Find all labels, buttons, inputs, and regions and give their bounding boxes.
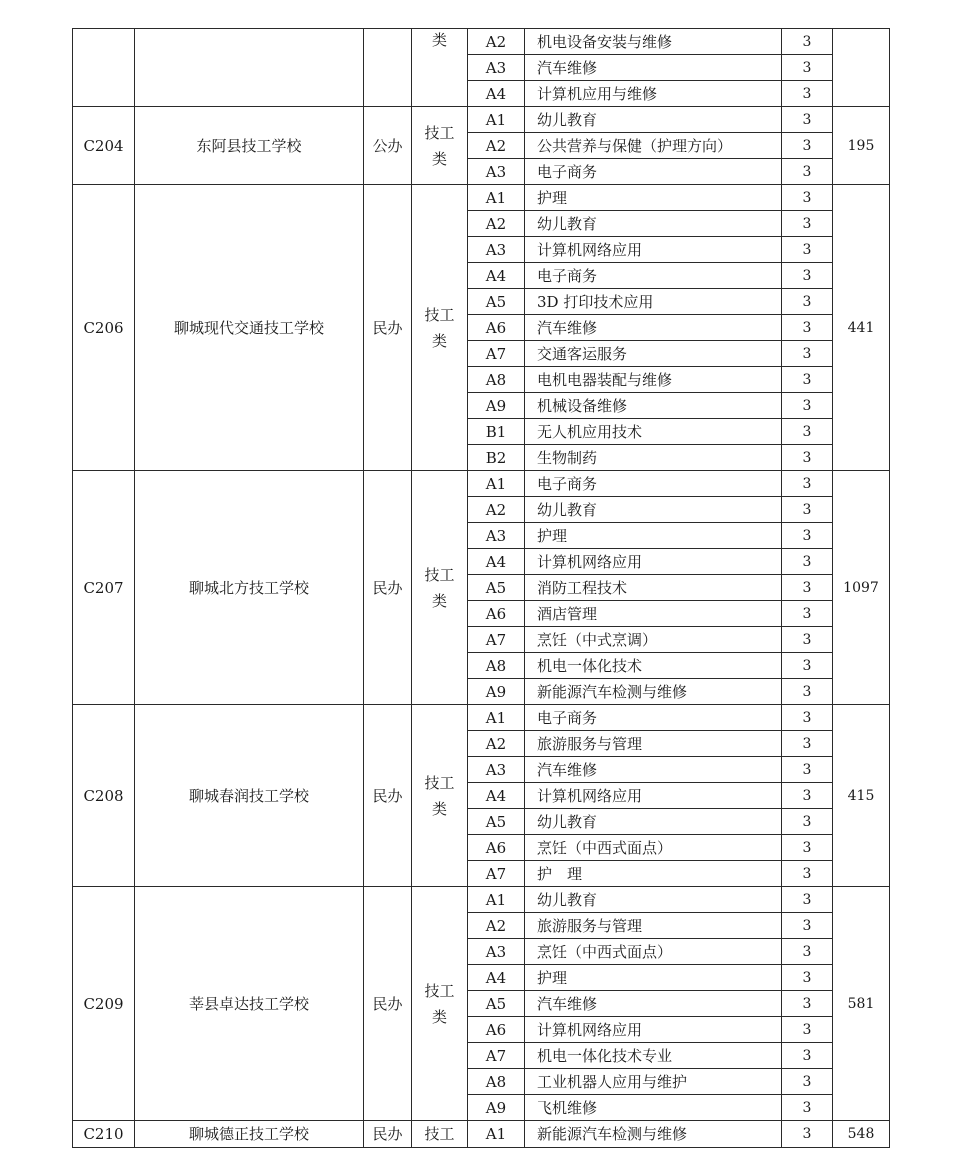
major-years: 3 <box>782 1017 833 1043</box>
school-category <box>412 185 468 471</box>
major-years: 3 <box>782 289 833 315</box>
school-total: 441 <box>833 185 890 471</box>
major-years: 3 <box>782 783 833 809</box>
major-years: 3 <box>782 393 833 419</box>
major-name: 烹饪（中西式面点） <box>525 939 782 965</box>
major-years: 3 <box>782 757 833 783</box>
major-code: A8 <box>468 367 525 393</box>
major-name: 旅游服务与管理 <box>525 913 782 939</box>
major-years: 3 <box>782 237 833 263</box>
major-name: 幼儿教育 <box>525 211 782 237</box>
major-name: 公共营养与保健（护理方向） <box>525 133 782 159</box>
major-code: A1 <box>468 705 525 731</box>
major-code: A6 <box>468 315 525 341</box>
major-name: 交通客运服务 <box>525 341 782 367</box>
school-type: 民办 <box>364 887 412 1121</box>
major-code: A1 <box>468 185 525 211</box>
major-years: 3 <box>782 835 833 861</box>
major-name: 电子商务 <box>525 471 782 497</box>
school-total: 195 <box>833 107 890 185</box>
school-category <box>412 107 468 185</box>
major-name: 机械设备维修 <box>525 393 782 419</box>
school-type: 民办 <box>364 471 412 705</box>
major-years: 3 <box>782 133 833 159</box>
major-code: A3 <box>468 523 525 549</box>
major-years: 3 <box>782 913 833 939</box>
major-name: 幼儿教育 <box>525 887 782 913</box>
school-name: 莘县卓达技工学校 <box>135 887 364 1121</box>
major-years: 3 <box>782 29 833 55</box>
major-code: A1 <box>468 1121 525 1148</box>
major-code: A4 <box>468 965 525 991</box>
major-years: 3 <box>782 965 833 991</box>
major-name: 计算机应用与维修 <box>525 81 782 107</box>
major-name: 护 理 <box>525 861 782 887</box>
school-category-text: 技工类 <box>424 565 455 610</box>
school-name: 东阿县技工学校 <box>135 107 364 185</box>
major-name: 电机电器装配与维修 <box>525 367 782 393</box>
major-name: 幼儿教育 <box>525 497 782 523</box>
school-name: 聊城德正技工学校 <box>135 1121 364 1148</box>
major-name: 新能源汽车检测与维修 <box>525 1121 782 1148</box>
major-years: 3 <box>782 419 833 445</box>
enrollment-plan-table <box>72 28 890 1148</box>
major-years: 3 <box>782 185 833 211</box>
school-category <box>412 29 468 107</box>
major-years: 3 <box>782 55 833 81</box>
school-category <box>412 887 468 1121</box>
major-years: 3 <box>782 861 833 887</box>
major-code: A2 <box>468 133 525 159</box>
school-category-text: 技工类 <box>424 123 455 168</box>
major-years: 3 <box>782 497 833 523</box>
major-years: 3 <box>782 471 833 497</box>
major-years: 3 <box>782 445 833 471</box>
major-code: B1 <box>468 419 525 445</box>
major-name: 消防工程技术 <box>525 575 782 601</box>
major-name: 汽车维修 <box>525 757 782 783</box>
major-code: A5 <box>468 991 525 1017</box>
major-years: 3 <box>782 1121 833 1148</box>
major-years: 3 <box>782 991 833 1017</box>
school-code: C204 <box>73 107 135 185</box>
major-years: 3 <box>782 81 833 107</box>
table-row <box>73 471 890 497</box>
major-name: 生物制药 <box>525 445 782 471</box>
school-name: 聊城北方技工学校 <box>135 471 364 705</box>
school-type: 民办 <box>364 705 412 887</box>
major-code: A7 <box>468 861 525 887</box>
major-name: 电子商务 <box>525 159 782 185</box>
major-code: A7 <box>468 627 525 653</box>
school-category-text: 技工类 <box>424 773 455 818</box>
major-name: 烹饪（中式烹调） <box>525 627 782 653</box>
major-name: 计算机网络应用 <box>525 237 782 263</box>
school-code <box>73 29 135 107</box>
major-name: 计算机网络应用 <box>525 1017 782 1043</box>
school-category <box>412 471 468 705</box>
major-years: 3 <box>782 341 833 367</box>
major-name: 幼儿教育 <box>525 107 782 133</box>
school-code: C208 <box>73 705 135 887</box>
table-row <box>73 185 890 211</box>
major-code: A2 <box>468 731 525 757</box>
major-name: 护理 <box>525 185 782 211</box>
major-code: A3 <box>468 757 525 783</box>
major-name: 汽车维修 <box>525 991 782 1017</box>
major-years: 3 <box>782 159 833 185</box>
school-total: 581 <box>833 887 890 1121</box>
enrollment-plan-table-container <box>72 28 889 1148</box>
table-row <box>73 1121 890 1148</box>
major-name: 旅游服务与管理 <box>525 731 782 757</box>
major-years: 3 <box>782 627 833 653</box>
major-years: 3 <box>782 601 833 627</box>
school-name: 聊城春润技工学校 <box>135 705 364 887</box>
major-code: A4 <box>468 549 525 575</box>
major-years: 3 <box>782 939 833 965</box>
major-years: 3 <box>782 107 833 133</box>
major-name: 计算机网络应用 <box>525 549 782 575</box>
major-name: 幼儿教育 <box>525 809 782 835</box>
major-code: A3 <box>468 939 525 965</box>
major-name: 机电设备安装与维修 <box>525 29 782 55</box>
major-code: A6 <box>468 1017 525 1043</box>
school-type <box>364 29 412 107</box>
major-code: A3 <box>468 237 525 263</box>
major-code: A8 <box>468 653 525 679</box>
major-code: A5 <box>468 289 525 315</box>
school-category <box>412 1121 468 1148</box>
table-row <box>73 705 890 731</box>
major-code: A9 <box>468 679 525 705</box>
school-total <box>833 29 890 107</box>
major-code: A7 <box>468 1043 525 1069</box>
major-code: A3 <box>468 159 525 185</box>
major-name: 电子商务 <box>525 263 782 289</box>
major-name: 计算机网络应用 <box>525 783 782 809</box>
major-code: A8 <box>468 1069 525 1095</box>
major-name: 电子商务 <box>525 705 782 731</box>
major-years: 3 <box>782 705 833 731</box>
table-row <box>73 107 890 133</box>
major-name: 机电一体化技术专业 <box>525 1043 782 1069</box>
major-code: A2 <box>468 211 525 237</box>
major-code: A5 <box>468 575 525 601</box>
major-years: 3 <box>782 1095 833 1121</box>
major-name: 汽车维修 <box>525 55 782 81</box>
table-row <box>73 887 890 913</box>
school-type: 公办 <box>364 107 412 185</box>
table-row <box>73 29 890 55</box>
school-type: 民办 <box>364 185 412 471</box>
major-code: B2 <box>468 445 525 471</box>
major-code: A4 <box>468 783 525 809</box>
major-years: 3 <box>782 263 833 289</box>
school-category-text: 技工类 <box>424 305 455 350</box>
major-code: A1 <box>468 471 525 497</box>
major-name: 无人机应用技术 <box>525 419 782 445</box>
school-code: C210 <box>73 1121 135 1148</box>
major-code: A3 <box>468 55 525 81</box>
school-type: 民办 <box>364 1121 412 1148</box>
major-name: 护理 <box>525 965 782 991</box>
major-code: A6 <box>468 835 525 861</box>
major-years: 3 <box>782 653 833 679</box>
school-code: C209 <box>73 887 135 1121</box>
school-category <box>412 705 468 887</box>
major-name: 烹饪（中西式面点） <box>525 835 782 861</box>
major-name: 机电一体化技术 <box>525 653 782 679</box>
major-name: 新能源汽车检测与维修 <box>525 679 782 705</box>
major-years: 3 <box>782 809 833 835</box>
school-code: C206 <box>73 185 135 471</box>
major-name: 飞机维修 <box>525 1095 782 1121</box>
major-years: 3 <box>782 549 833 575</box>
school-total: 415 <box>833 705 890 887</box>
major-years: 3 <box>782 1043 833 1069</box>
school-name <box>135 29 364 107</box>
major-code: A4 <box>468 81 525 107</box>
school-category-text: 类 <box>431 31 447 49</box>
major-code: A9 <box>468 393 525 419</box>
major-code: A1 <box>468 887 525 913</box>
major-name: 汽车维修 <box>525 315 782 341</box>
major-years: 3 <box>782 575 833 601</box>
major-years: 3 <box>782 731 833 757</box>
major-code: A2 <box>468 29 525 55</box>
major-code: A4 <box>468 263 525 289</box>
table-body <box>73 29 890 1148</box>
major-name: 酒店管理 <box>525 601 782 627</box>
major-code: A7 <box>468 341 525 367</box>
major-years: 3 <box>782 1069 833 1095</box>
major-code: A1 <box>468 107 525 133</box>
school-category-text: 技工类 <box>424 981 455 1026</box>
school-category-text: 技工 <box>424 1125 455 1143</box>
school-name: 聊城现代交通技工学校 <box>135 185 364 471</box>
major-years: 3 <box>782 367 833 393</box>
major-code: A2 <box>468 913 525 939</box>
major-years: 3 <box>782 211 833 237</box>
major-code: A2 <box>468 497 525 523</box>
school-code: C207 <box>73 471 135 705</box>
major-name: 护理 <box>525 523 782 549</box>
school-total: 1097 <box>833 471 890 705</box>
major-name: 3D 打印技术应用 <box>525 289 782 315</box>
major-years: 3 <box>782 679 833 705</box>
major-code: A9 <box>468 1095 525 1121</box>
major-name: 工业机器人应用与维护 <box>525 1069 782 1095</box>
major-years: 3 <box>782 887 833 913</box>
major-years: 3 <box>782 315 833 341</box>
school-total: 548 <box>833 1121 890 1148</box>
major-years: 3 <box>782 523 833 549</box>
major-code: A5 <box>468 809 525 835</box>
major-code: A6 <box>468 601 525 627</box>
